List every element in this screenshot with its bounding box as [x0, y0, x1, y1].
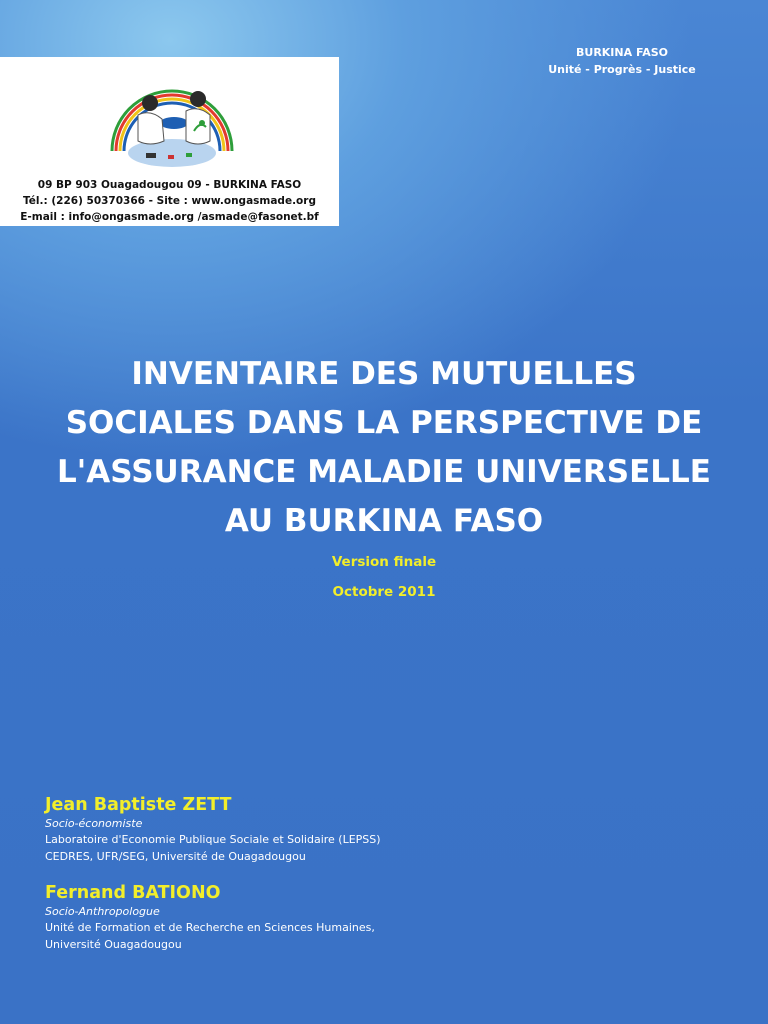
author-block [45, 794, 381, 865]
organization-address: 09 BP 903 Ouagadougou 09 - BURKINA FASO [37, 179, 302, 191]
country-motto: Unité - Progrès - Justice [548, 63, 696, 76]
organization-email: E-mail : info@ongasmade.org /asmade@fasonet.bf [20, 211, 319, 223]
author-affiliation: Laboratoire d'Economie Publique Sociale et Solidaire (LEPSS) [45, 833, 381, 846]
title-line: AU BURKINA FASO [224, 503, 544, 539]
author-affiliation: CEDRES, UFR/SEG, Université de Ouagadougou [45, 849, 306, 863]
document-title [30, 350, 738, 546]
author-role: Socio-Anthropologue [45, 905, 160, 918]
date-label: Octobre 2011 [332, 584, 436, 600]
author-name: Fernand BATIONO [45, 883, 221, 903]
title-line: L'ASSURANCE MALADIE UNIVERSELLE [57, 454, 711, 490]
organization-phone-site: Tél.: (226) 50370366 - Site : www.ongasmade.org [23, 195, 316, 207]
title-line: INVENTAIRE DES MUTUELLES [131, 356, 637, 392]
country-name: BURKINA FASO [576, 46, 668, 59]
version-label: Version finale [331, 554, 437, 570]
author-role: Socio-économiste [45, 817, 143, 830]
title-line: SOCIALES DANS LA PERSPECTIVE DE [65, 405, 703, 441]
country-header [542, 44, 702, 78]
author-name: Jean Baptiste ZETT [45, 795, 232, 815]
organization-logo-box [0, 57, 339, 226]
asmade-logo-icon [102, 61, 242, 173]
author-affiliation: Unité de Formation et de Recherche en Sciences Humaines, [45, 921, 375, 934]
author-block [45, 882, 375, 953]
author-affiliation: Université Ouagadougou [45, 937, 182, 951]
